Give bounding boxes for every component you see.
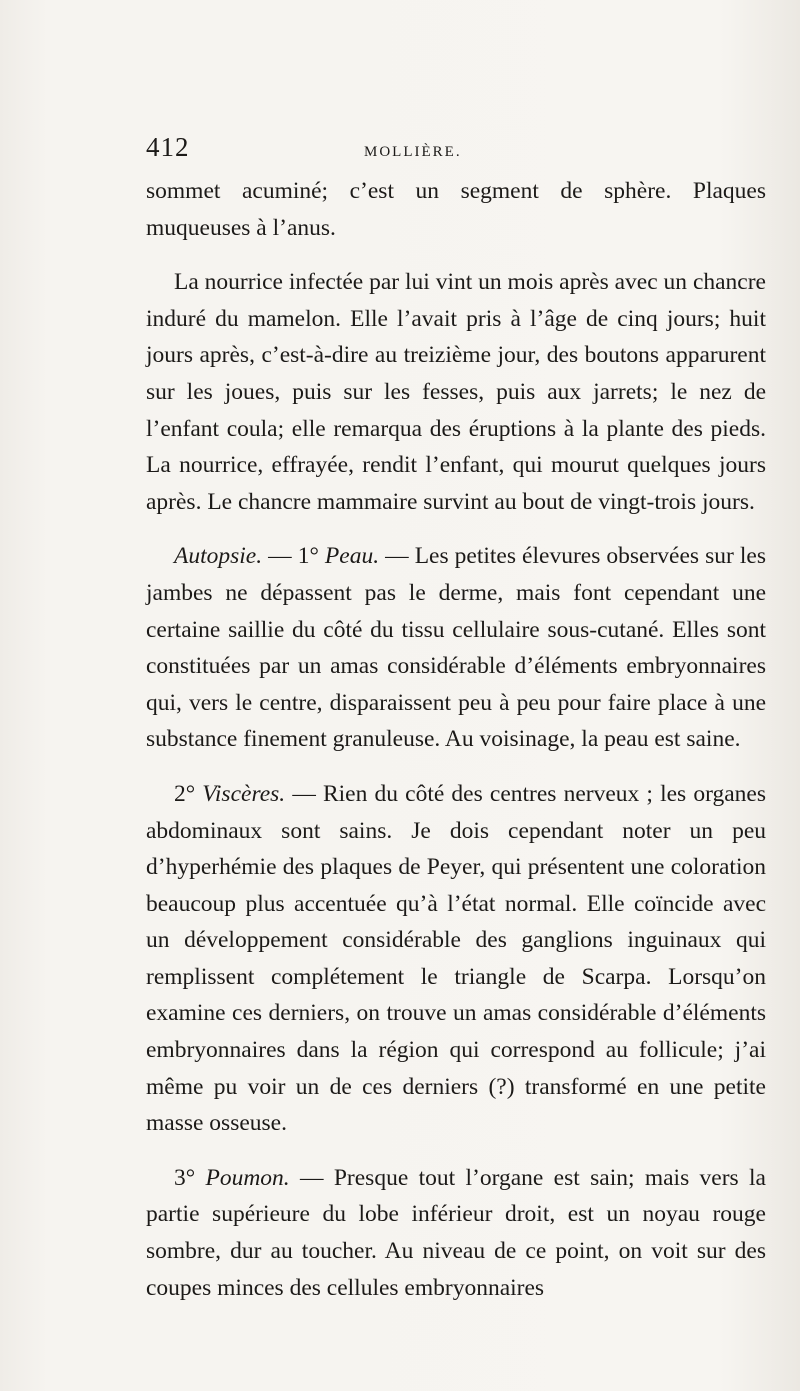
section-number: — 1° <box>262 543 325 570</box>
paragraph-continuation <box>146 173 766 246</box>
paragraph-autopsy-skin <box>146 538 766 758</box>
paragraph-lung <box>146 1160 766 1306</box>
paragraph-text: La nourrice infectée par lui vint un mois après avec un chancre induré du mamelon. Elle l’avait pris à l’âge de cinq jours; huit jours après, c’est-à-dire au treizième jour, des boutons apparurent sur les joues, puis sur les fesses, puis aux jarrets; le nez de l’enfant coula; elle remarqua des éruptions à la plante des pieds. La nourrice, effrayée, rendit l’enfant, qui mourut quelques jours après. Le chancre mammaire survint au bout de vingt-trois jours. <box>146 269 766 515</box>
paragraph-nurse <box>146 264 766 520</box>
paragraph-text: — Les petites élevures observées sur les jambes ne dépassent pas le derme, mais font cependant une certaine saillie du côté du tissu cellulaire sous-cutané. Elles sont constituées par un amas considérable d’éléments embryonnaires qui, vers le centre, disparaissent peu à peu pour faire place à une substance finement granuleuse. Au voisinage, la peau est saine. <box>146 543 766 753</box>
running-head: MOLLIÈRE. <box>364 144 462 160</box>
page-header <box>146 132 766 168</box>
section-heading-autopsy: Autopsie. <box>174 543 263 570</box>
paragraph-text: sommet acuminé; c’est un segment de sphère. Plaques muqueuses à l’anus. <box>146 178 766 241</box>
section-number: 3° <box>174 1164 206 1191</box>
section-heading-lung: Poumon. <box>205 1164 290 1191</box>
body-text <box>146 173 766 1324</box>
section-heading-skin: Peau. <box>324 543 380 570</box>
section-heading-viscera: Viscères. <box>202 780 286 807</box>
paragraph-text: — Presque tout l’organe est sain; mais vers la partie supérieure du lobe inférieur droit, est un noyau rouge sombre, dur au toucher. Au niveau de ce point, on voit sur des coupes minces des cellules embryonnaires <box>146 1164 766 1301</box>
page-number: 412 <box>146 132 190 162</box>
paragraph-viscera <box>146 776 766 1142</box>
paragraph-text: — Rien du côté des centres nerveux ; les organes abdominaux sont sains. Je dois cependant noter un peu d’hyperhémie des plaques de Peyer, qui présentent une coloration beaucoup plus accentuée qu’à l’état normal. Elle coïncide avec un développement considérable des ganglions inguinaux qui remplissent complétement le triangle de Scarpa. Lorsqu’on examine ces derniers, on trouve un amas considérable d’éléments embryonnaires dans la région qui correspond au follicule; j’ai même pu voir un de ces derniers (?) transformé en une petite masse osseuse. <box>146 780 766 1137</box>
section-number: 2° <box>174 780 203 807</box>
